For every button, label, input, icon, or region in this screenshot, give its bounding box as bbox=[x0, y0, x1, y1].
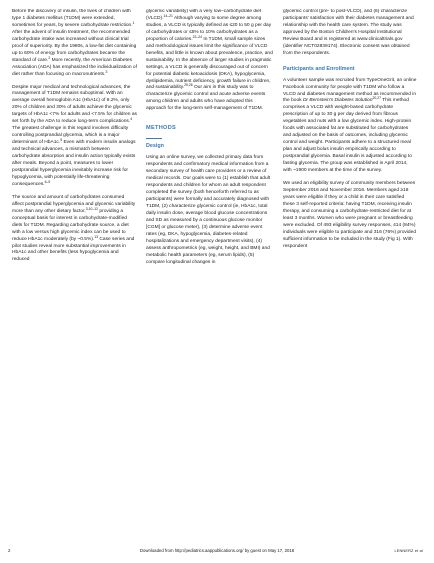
text: A volunteer sample was recruited from TypeOneGrit, an online Facebook community for people with T1DM who follow a VLCD and diabetes management method as recommended in the book bbox=[283, 77, 417, 104]
text: glycemic control (pre- to post-VLCD), and (6) characterize participants' satisfaction with their diabetes management and relationship with the health care system. The study was approved by the Boston Children's Hospital Institutional Review Board and is registered at www.clinicaltrials.gov (identifier NCT02839174). Electronic consent was obtained from the respondents. bbox=[283, 9, 414, 56]
page-number: 2 bbox=[8, 548, 11, 553]
heading-underline bbox=[146, 138, 162, 139]
text-column-middle bbox=[146, 9, 274, 539]
text: More recently, the American Diabetes Association (ADA) has emphasized the individualization of diet rather than focusing on macronutrients. bbox=[12, 57, 137, 77]
citation: 25,26 bbox=[184, 83, 193, 88]
citation: 22–24 bbox=[192, 34, 203, 39]
text: Before the discovery of insulin, the lives of children with type 1 diabetes mellitus (T1DM) were extended, sometimes for years, by severe carbohydrate restriction. bbox=[12, 9, 133, 28]
citation: 3 bbox=[105, 69, 108, 74]
text: Although varying to some degree among studies, a VLCD is typically defined as ≤20 to 50 g per day of carbohydrates or ≤5% to 10% carbohydrates as a proportion of calories. bbox=[146, 15, 272, 42]
text: providing a conceptual basis for interest in carbohydrate-modified diets for T1DM. Regarding carbohydrate source, a diet with a low versus high glycemic index can be used to reduce HbA1c moderately (by ~0.5%). bbox=[12, 208, 129, 242]
paragraph bbox=[12, 9, 137, 79]
citation: 1 bbox=[132, 20, 135, 25]
text: In T1DM, small sample sizes and methodological issues limit the significance of VLCD benefits, and little is known about prevalence, practice, and sustainability. In the absence of larger studies in pragmatic settings, a VLCD is generally discouraged out of concern for potential diabetic ketoacidosis (DKA), hypoglycemia, dyslipidemia, nutrient deficiency, growth failure in children, and sustainability. bbox=[146, 36, 273, 91]
text: After the advent of insulin treatment, the recommended carbohydrate intake was increased without clinical trial proof of superiority. By the 1980s, a low-fat diet containing up to 60% of energy from carbohydrates became the standard of care. bbox=[12, 29, 137, 63]
paragraph bbox=[146, 155, 274, 266]
citation: 4 bbox=[130, 117, 133, 122]
paragraph bbox=[283, 78, 417, 175]
text: We used an eligibility survey of community members between September 2016 and November 2016. Members aged ≥18 years were eligible if they or a child in their care satisfied these 3 self-reported criteria: having T1DM, receiving insulin therapy, and consuming a carbohydrate-restricted diet for at least 3 months. Women who were pregnant or breastfeeding were excluded. Of 493 eligibility survey responses, 414 (84%) individuals were eligible to participate and 316 (76%) provided sufficient information to be included in the study (Fig 1). With respondent bbox=[283, 180, 417, 249]
text: Even with modern insulin analogs and technical advances, a mismatch between carbohydrate absorption and insulin action typically exists after meals. Beyond a point, measures to lower postprandial hyperglycemia inevitably increase risk for hypoglycemia, with potentially life-threatening consequences. bbox=[12, 140, 136, 187]
paragraph bbox=[12, 85, 137, 189]
citation: 2 bbox=[48, 55, 51, 60]
text: This method comprises a VLCD with weight-based carbohydrate prescription of up to 30 g per day derived from fibrous vegetables and nuts with a low glycemic index. High-protein foods with associated fat are substituted for carbohydrates and adjusted on the basis of outcomes, including glycemic control and weight. Participants adhere to a structured meal plan and adjust bolus insulin empirically according to postprandial glycemia. Basal insulin is adjusted according to fasting glycemia. The group was established in April 2014, with ~1900 members at the time of the survey. bbox=[283, 98, 412, 174]
paragraph bbox=[283, 181, 417, 251]
paragraph bbox=[146, 9, 274, 113]
page-footer bbox=[0, 548, 434, 556]
running-author-names: LENNERZ et al bbox=[394, 549, 423, 553]
paragraph bbox=[12, 195, 137, 265]
text: glycemic variability) with a very low–carbohydrate diet (VLCD). bbox=[146, 9, 262, 21]
subheading-design: Design bbox=[146, 143, 164, 150]
citation: 14–21 bbox=[163, 13, 173, 18]
download-notice: Downloaded from http://pediatrics.aappublications.org/ by guest on May 17, 2018 bbox=[139, 548, 295, 553]
text: Despite major medical and technological advances, the management of T1DM remains suboptimal. With an average overall hemoglobin A1c (HbA1c) of 8.2%, only 20% of children and 30% of adults achieve the glycemic targets of HbA1c <7% for adults and <7.5% for children as set forth by the ADA to reduce long-term complications. bbox=[12, 84, 137, 125]
text: Using an online survey, we collected primary data from respondents and confirmatory medical information from a secondary survey of health care providers or a review of medical records. Our goals were to (1) establish that adult respondents and children for whom an adult respondent completed the survey (both henceforth referred to as participants) were formally and accurately diagnosed with T1DM, (2) characterize glycemic control (ie, HbA1c, total daily insulin dose, average blood glucose concentrations and SD as measured by a continuous glucose monitor [CGM] or glucose meter), (3) determine adverse event rates (eg, DKA, hypoglycemia, diabetes-related hospitalizations and emergency department visits), (4) assess anthropometrics (eg, weight, height, and BMI) and metabolic health parameters (eg, serum lipids), (5) compare longitudinal changes in bbox=[146, 155, 271, 265]
paragraph bbox=[283, 9, 417, 58]
citation: 6–9 bbox=[44, 179, 51, 184]
citation: 5 bbox=[60, 138, 63, 143]
text: Our aim in this study was to characterize glycemic control and acute adverse events among children and adults who have adopted this approach for the long-term self-management of T1DM. bbox=[146, 85, 266, 112]
citation: 13 bbox=[94, 234, 99, 239]
citation: 3,10–12 bbox=[85, 206, 99, 211]
text-column-left bbox=[12, 9, 137, 539]
book-title: Dr Bernstein's Diabetes Solution bbox=[302, 98, 373, 104]
text: The source and amount of carbohydrates consumed affect postprandial hyperglycemia and glycemic variability more than any other dietary factor, bbox=[12, 194, 136, 214]
citation: 20,27 bbox=[372, 96, 382, 101]
subheading-participants: Participants and Enrollment bbox=[283, 65, 355, 72]
text-column-right bbox=[283, 9, 417, 539]
text: The greatest challenge in this regard involves difficulty controlling postprandial glycemia, which is a major determinant of HbA1c. bbox=[12, 126, 129, 146]
text: Case series and pilot studies reveal more substantial improvements in HbA1c and other benefits (less hypoglycemia and reduced bbox=[12, 236, 135, 263]
section-heading-methods: METHODS bbox=[146, 125, 177, 132]
